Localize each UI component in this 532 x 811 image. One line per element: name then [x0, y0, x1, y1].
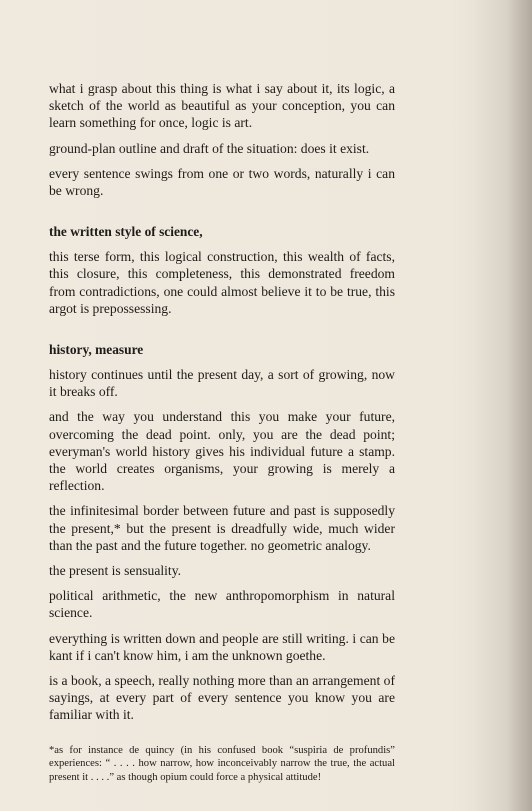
written-style-paragraph: this terse form, this logical construction, this wealth of facts, this closure, this completeness, this demonstrated freedom from contradictions, one could almost believe it to be true, this argot is prepossessing. — [49, 249, 395, 316]
intro-paragraph-3: every sentence swings from one or two words, naturally i can be wrong. — [49, 165, 395, 199]
section-heading-history-measure: history, measure — [49, 342, 144, 358]
history-paragraph-2: and the way you understand this you make your future, overcoming the dead point. only, you are the dead point; everyman's world history gives his individual future a stamp. the world creates organisms, your growing is merely a reflection. — [49, 409, 395, 494]
history-paragraph-7: is a book, a speech, really nothing more than an arrangement of sayings, at every part of every sentence you know you are familiar with it. — [49, 673, 395, 723]
history-paragraph-5: political arithmetic, the new anthropomorphism in natural science. — [49, 588, 395, 621]
intro-paragraph-1: what i grasp about this thing is what i say about it, its logic, a sketch of the world as beautiful as your conception, you can learn something for once, logic is art. — [49, 81, 395, 131]
page-text-block — [49, 80, 395, 795]
history-paragraph-1: history continues until the present day, a sort of growing, now it breaks off. — [49, 367, 395, 400]
history-paragraph-3: the infinitesimal border between future and past is supposedly the present,* but the present is dreadfully wide, much wider than the past and the future together. no geometric analogy. — [49, 503, 395, 553]
page-bleed-shadow — [472, 0, 532, 811]
section-heading-written-style: the written style of science, — [49, 224, 203, 240]
history-paragraph-6: everything is written down and people are still writing. i can be kant if i can't know him, i am the unknown goethe. — [49, 630, 395, 663]
footnote: *as for instance de quincy (in his confused book “suspiria de profundis” experiences: “ . . . . how narrow, how inconceivably narrow the true, the actual present it . . . .” as though opium could force a physical attitude! — [49, 744, 395, 783]
history-paragraph-4: the present is sensuality. — [49, 563, 182, 579]
intro-paragraph-2: ground-plan outline and draft of the situation: does it exist. — [49, 140, 370, 156]
